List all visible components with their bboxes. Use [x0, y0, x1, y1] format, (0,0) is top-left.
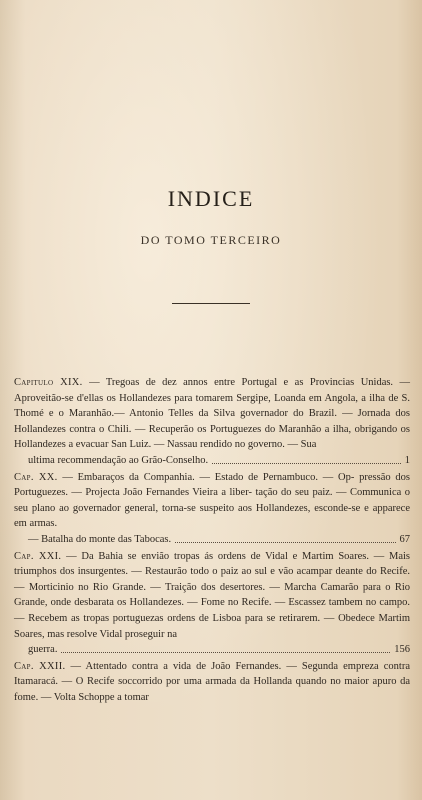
entry-line: — Da Bahia se envião tropas ás ordens de Vidal e Martim: [66, 550, 334, 562]
chapter-label: Cap. XX.: [14, 471, 58, 483]
toc-entry-chapter-22: [14, 659, 410, 706]
entry-last-line: guerra.: [28, 644, 58, 656]
index-subtitle: DO TOMO TERCEIRO: [140, 233, 282, 247]
index-title: INDICE: [167, 186, 255, 211]
entry-line: — Attentado contra a vida de João Fernandes. — Segunda: [70, 660, 339, 672]
toc-entry-chapter-19: [14, 375, 410, 469]
entry-line: Loanda em Angola, a ilha de S. Thomé e o Maranhão.— Antonio Telles: [14, 392, 410, 420]
entry-line: tação do seu paiz. — Communica o seu plano ao governador general,: [14, 487, 410, 514]
entry-line: pressão dos Portuguezes. — Projecta João Fernandes Vieira a liber-: [14, 471, 410, 499]
entry-last-line: ultima recommendação ao Grão-Conselho.: [28, 454, 209, 466]
chapter-label: Capitulo XIX.: [14, 377, 83, 388]
page-number: 1: [404, 454, 410, 466]
chapter-label: Cap. XXII.: [14, 660, 66, 672]
entry-line: no campo. — Recebem as tropas portuguezas ordens de Lisboa para se: [14, 597, 411, 624]
page-number: 67: [399, 533, 410, 545]
dot-leader: [212, 454, 401, 464]
toc-entry-chapter-20: [14, 470, 410, 548]
entry-line: Unidas. — Aproveitão-se d'ellas os Hollandezes para tomarem Sergipe,: [14, 377, 411, 404]
entry-line: — Embaraços da Companhia. — Estado de Pernambuco. — Op-: [62, 471, 355, 483]
entry-line: retirarem. — Obedece Martim Soares, mas resolve Vidal proseguir na: [14, 612, 411, 640]
entry-line: Hollandezes a evacuar San Luiz. — Nassau rendido no governo. — Sua: [14, 439, 317, 451]
page-number: 156: [394, 644, 410, 656]
toc-entry-chapter-21: [14, 549, 410, 658]
entry-line: Chili. — Recuperão os Portuguezes do Maranhão a ilha, obrigando os: [107, 423, 411, 435]
entry-line: Soares. — Mais triumphos dos insurgentes. — Restaurão todo o paiz ao: [14, 550, 411, 578]
table-of-contents: [14, 375, 410, 705]
entry-last-line: — Batalha do monte das Tabocas.: [28, 533, 172, 545]
dot-leader: [61, 643, 390, 653]
entry-line: — Tregoas de dez annos entre Portugal e as Provincias: [89, 377, 355, 388]
entry-line: da Silva governador do Brazil. — Jornada dos Hollandezes contra o: [14, 408, 410, 435]
entry-line: sul e vão acampar deante do Recife. — Morticinio no Rio Grande. —: [14, 566, 410, 593]
entry-line: desbarata os Hollandezes. — Fome no Recife. — Escassez tambem: [74, 597, 363, 609]
chapter-label: Cap. XXI.: [14, 550, 62, 562]
entry-line: Hollanda quando no maior apuro da fome. — Volta Schoppe a tomar: [14, 676, 411, 703]
title-divider: [172, 303, 250, 304]
entry-line: empreza contra Itamaracá. — O Recife soccorrido por uma armada da: [14, 660, 411, 688]
entry-line: torna-se suspeito aos Hollandezes, esconde-se e apparece em armas.: [14, 502, 410, 530]
dot-leader: [175, 533, 395, 543]
entry-line: Traição dos desertores. — Marcha Camarão para o Rio Grande, onde: [14, 581, 411, 609]
